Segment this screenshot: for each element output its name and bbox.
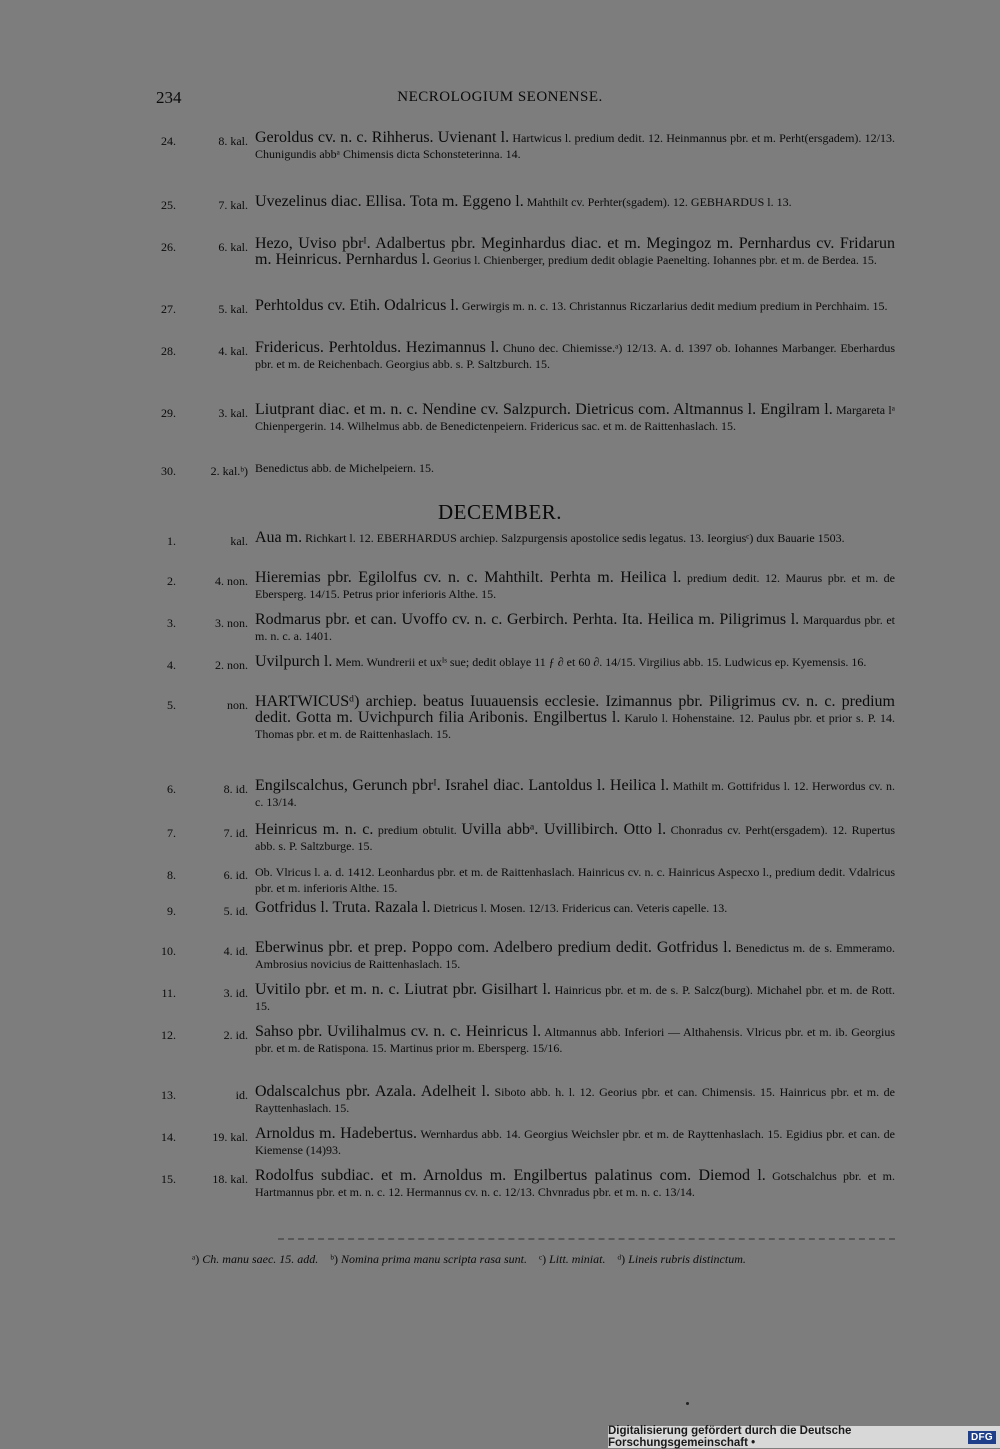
entry-day: 2. non. — [215, 658, 248, 672]
entry-number: 24. — [161, 134, 176, 148]
entry-dec-7 — [150, 822, 895, 854]
entry-number: 3. — [167, 616, 176, 630]
entry-lead: Perhtoldus cv. Etih. Odalricus l. — [255, 297, 459, 314]
entry-dec-3 — [150, 612, 895, 644]
entry-lead: Hieremias pbr. Egilolfus cv. n. c. Mahthilt. Perhta m. Heilica l. — [255, 569, 682, 586]
entry-dec-1 — [150, 530, 895, 546]
entry-day: 8. kal. — [218, 134, 248, 148]
entry-rest: Marquardus pbr. et m. n. c. a. 1401. — [255, 613, 896, 643]
entry-rest: Hartwicus l. predium dedit. 12. Heinmannus pbr. et m. Perht(ersgadem). 12/13. Chunigundis abbᵃ Chimensis dicta Schonsteterinna. 14. — [255, 131, 895, 161]
entry-lead-2: Uvilla abbᵃ. Uvillibirch. Otto l. — [461, 821, 667, 838]
footnote-c-text: Litt. miniat. — [549, 1252, 606, 1266]
credit-text: Digitalisierung gefördert durch die Deutsche Forschungsgemeinschaft • — [608, 1425, 852, 1449]
entry-day: 2. kal.ᵇ) — [210, 464, 248, 478]
entry-number: 15. — [161, 1172, 176, 1186]
entry-lead: Eberwinus pbr. et prep. Poppo com. Adelbero predium dedit. Gotfridus l. — [255, 939, 732, 956]
entry-lead: Heinricus m. n. c. — [255, 821, 374, 838]
entry-day: 5. id. — [223, 904, 248, 918]
footnote-c-mark: ᶜ) — [539, 1252, 547, 1266]
entry-dec-13 — [150, 1084, 895, 1116]
entry-rest: Benedictus abb. de Michelpeiern. 15. — [255, 461, 434, 475]
entry-lead: Geroldus cv. n. c. Rihherus. Uvienant l. — [255, 129, 510, 146]
entry-number: 14. — [161, 1130, 176, 1144]
entry-lead: Engilscalchus, Gerunch pbrᴵ. Israhel diac. Lantoldus l. Heilica l. — [255, 777, 670, 794]
entry-lead: Uvezelinus diac. Ellisa. Tota m. Eggeno l. — [255, 193, 524, 210]
entry-day: 3. kal. — [218, 406, 248, 420]
entry-nov-26 — [150, 236, 895, 268]
entry-number: 6. — [167, 782, 176, 796]
entry-dec-9 — [150, 900, 895, 916]
entry-nov-29 — [150, 402, 895, 434]
entry-day: kal. — [230, 534, 248, 548]
entry-dec-15 — [150, 1168, 895, 1200]
entry-number: 11. — [161, 986, 176, 1000]
entry-rest: Mem. Wundrerii et uxᴵˢ sue; dedit oblaye 11 ƒ ∂ et 60 ∂. 14/15. Virgilius abb. 15. Ludwicus ep. Kyemensis. 16. — [332, 655, 867, 669]
entry-number: 5. — [167, 698, 176, 712]
entry-day: 6. id. — [223, 868, 248, 882]
footnotes — [192, 1250, 892, 1268]
footnote-a-mark: ᵃ) — [192, 1252, 200, 1266]
entry-day: 2. id. — [223, 1028, 248, 1042]
entry-nov-25 — [150, 194, 895, 210]
entry-rest: Margareta lᵃ Chienpergerin. 14. Wilhelmus abb. de Benedictenpeiern. Fridericus sac. et m. de Raittenhaslach. 15. — [255, 403, 896, 433]
footnote-divider — [278, 1238, 895, 1240]
entry-number: 25. — [161, 198, 176, 212]
entry-dec-6 — [150, 778, 895, 810]
entry-rest: predium dedit. 12. Maurus pbr. et m. de Ebersperg. 14/15. Petrus prior inferioris Althe. 15. — [255, 571, 896, 601]
entry-nov-30 — [150, 460, 895, 476]
entry-day: 4. id. — [223, 944, 248, 958]
entry-dec-5 — [150, 694, 895, 742]
entry-rest: Richkart l. 12. EBERHARDUS archiep. Salzpurgensis apostolice sedis legatus. 13. Ieorgiusᶜ) dux Bauarie 1503. — [302, 531, 845, 545]
entry-rest: Altmannus abb. Inferiori — Althahensis. Vlricus pbr. et m. ib. Georgius pbr. et m. de Ratispona. 15. Martinus prior m. Ebersperg. 15/16. — [255, 1025, 896, 1055]
entry-number: 10. — [161, 944, 176, 958]
entry-lead: Liutprant diac. et m. n. c. Nendine cv. Salzpurch. Dietricus com. Altmannus l. Engilram l. — [255, 401, 833, 418]
footnote-d-mark: ᵈ) — [617, 1252, 626, 1266]
entry-number: 8. — [167, 868, 176, 882]
section-title-december: DECEMBER. — [437, 500, 563, 524]
entry-number: 29. — [161, 406, 176, 420]
entry-day: 19. kal. — [212, 1130, 248, 1144]
digitization-credit — [608, 1426, 1000, 1448]
footnote-b-mark: ᵇ) — [330, 1252, 338, 1266]
entry-lead: Hezo, Uviso pbrᴵ. Adalbertus pbr. Meginhardus diac. et m. Megingoz m. Pernhardus cv. Fridarun m. Heinricus. Pernhardus l. — [255, 235, 895, 268]
entry-day: 4. non. — [215, 574, 248, 588]
entry-rest: predium obtulit. — [373, 823, 462, 837]
dfg-logo: DFG — [968, 1431, 996, 1444]
entry-lead: Arnoldus m. Hadebertus. — [255, 1125, 418, 1142]
footnote-a-text: Ch. manu saec. 15. add. — [202, 1252, 319, 1266]
entry-lead: Uvilpurch l. — [255, 653, 333, 670]
entry-rest: Georius l. Chienberger, predium dedit oblagie Paenelting. Iohannes pbr. et m. de Berdea. 15. — [430, 253, 877, 267]
entry-number: 27. — [161, 302, 176, 316]
entry-day: 7. id. — [223, 826, 248, 840]
entry-number: 26. — [161, 240, 176, 254]
entry-rest: Ob. Vlricus l. a. d. 1412. Leonhardus pbr. et m. de Raittenhaslach. Hainricus cv. n. c. Hainricus Aspecxo l., predium dedit. Vdalricus pbr. et m. inferioris Althe. 15. — [255, 865, 895, 895]
entry-rest: Benedictus m. de s. Emmeramo. Ambrosius novicius de Raittenhaslach. 15. — [255, 941, 896, 971]
entry-nov-28 — [150, 340, 895, 372]
footnote-d-text: Lineis rubris distinctum. — [628, 1252, 746, 1266]
entry-dec-11 — [150, 982, 895, 1014]
entry-rest: Gerwirgis m. n. c. 13. Christannus Riczarlarius dedit medium predium in Perchhaim. 15. — [458, 299, 888, 313]
entry-dec-10 — [150, 940, 895, 972]
entry-lead: Rodolfus subdiac. et m. Arnoldus m. Engilbertus palatinus com. Diemod l. — [255, 1167, 766, 1184]
entry-rest: Karulo l. Hohenstaine. 12. Paulus pbr. et prior s. P. 14. Thomas pbr. et m. de Raittenhaslach. 15. — [255, 711, 896, 741]
entry-rest: Dietricus l. Mosen. 12/13. Fridericus can. Veteris capelle. 13. — [430, 901, 728, 915]
entry-lead: Gotfridus l. Truta. Razala l. — [255, 899, 431, 916]
entry-number: 7. — [167, 826, 176, 840]
entry-lead: Uvitilo pbr. et m. n. c. Liutrat pbr. Gisilhart l. — [255, 981, 551, 998]
entry-day: non. — [227, 698, 248, 712]
entry-rest-2: Chonradus cv. Perht(ersgadem). 12. Rupertus abb. s. P. Saltzburge. 15. — [255, 823, 896, 853]
entry-lead: Odalscalchus pbr. Azala. Adelheit l. — [255, 1083, 490, 1100]
entry-rest: Siboto abb. h. l. 12. Georius pbr. et can. Chimensis. 15. Hainricus pbr. et m. de Rayttenhaslach. 15. — [255, 1085, 895, 1115]
entry-day: 3. id. — [223, 986, 248, 1000]
entry-number: 2. — [167, 574, 176, 588]
entry-rest: Hainricus pbr. et m. de s. P. Salcz(burg). Michahel pbr. et m. de Rott. 15. — [255, 983, 895, 1013]
running-head: NECROLOGIUM SEONENSE. — [397, 89, 603, 105]
entry-day: 8. id. — [223, 782, 248, 796]
entry-day: 6. kal. — [218, 240, 248, 254]
footnote-b-text: Nomina prima manu scripta rasa sunt. — [341, 1252, 528, 1266]
entry-number: 1. — [167, 534, 176, 548]
entry-number: 12. — [161, 1028, 176, 1042]
entry-day: 4. kal. — [218, 344, 248, 358]
entry-day: 7. kal. — [218, 198, 248, 212]
entry-rest: Mathilt m. Gottifridus l. 12. Herwordus cv. n. c. 13/14. — [255, 779, 896, 809]
entry-number: 28. — [161, 344, 176, 358]
stray-dot — [686, 1402, 689, 1405]
entry-day: 5. kal. — [218, 302, 248, 316]
entry-lead: HARTWICUSᵈ) archiep. beatus Iuuauensis ecclesie. Izimannus pbr. Piligrimus cv. n. c. predium dedit. Gotta m. Uvichpurch filia Aribonis. Engilbertus l. — [255, 693, 895, 726]
entry-day: 3. non. — [215, 616, 248, 630]
entry-number: 4. — [167, 658, 176, 672]
entry-dec-8 — [150, 864, 895, 896]
entry-dec-12 — [150, 1024, 895, 1056]
entry-lead: Aua m. — [255, 529, 303, 546]
entry-dec-2 — [150, 570, 895, 602]
entry-rest: Chunо dec. Chiemisse.ᵃ) 12/13. A. d. 1397 ob. Iohannes Marbanger. Eberhardus pbr. et m. de Reichenbach. Georgius abb. s. P. Saltzburch. 15. — [255, 341, 895, 371]
entry-lead: Fridericus. Perhtoldus. Hezimannus l. — [255, 339, 500, 356]
entry-number: 13. — [161, 1088, 176, 1102]
entry-nov-27 — [150, 298, 895, 314]
entry-rest: Gotschalchus pbr. et m. Hartmannus pbr. et m. n. c. 12. Hermannus cv. n. c. 12/13. Chvnradus pbr. et m. n. c. 13/14. — [255, 1169, 896, 1199]
entry-nov-24 — [150, 130, 895, 162]
page-number: 234 — [156, 88, 182, 107]
entry-dec-14 — [150, 1126, 895, 1158]
entry-lead: Rodmarus pbr. et can. Uvoffo cv. n. c. Gerbirch. Perhta. Ita. Heilica m. Piligrimus l. — [255, 611, 800, 628]
entry-dec-4 — [150, 654, 895, 670]
entry-day: id. — [235, 1088, 248, 1102]
entry-number: 9. — [167, 904, 176, 918]
entry-day: 18. kal. — [212, 1172, 248, 1186]
entry-rest: Wernhardus abb. 14. Georgius Weichsler pbr. et m. de Rayttenhaslach. 15. Egidius pbr. et can. de Kiemense (14)93. — [255, 1127, 895, 1157]
entry-rest: Mahthilt cv. Perhter(sgadem). 12. GEBHARDUS l. 13. — [523, 195, 792, 209]
entry-lead: Sahso pbr. Uvilihalmus cv. n. c. Heinricus l. — [255, 1023, 542, 1040]
entry-number: 30. — [161, 464, 176, 478]
